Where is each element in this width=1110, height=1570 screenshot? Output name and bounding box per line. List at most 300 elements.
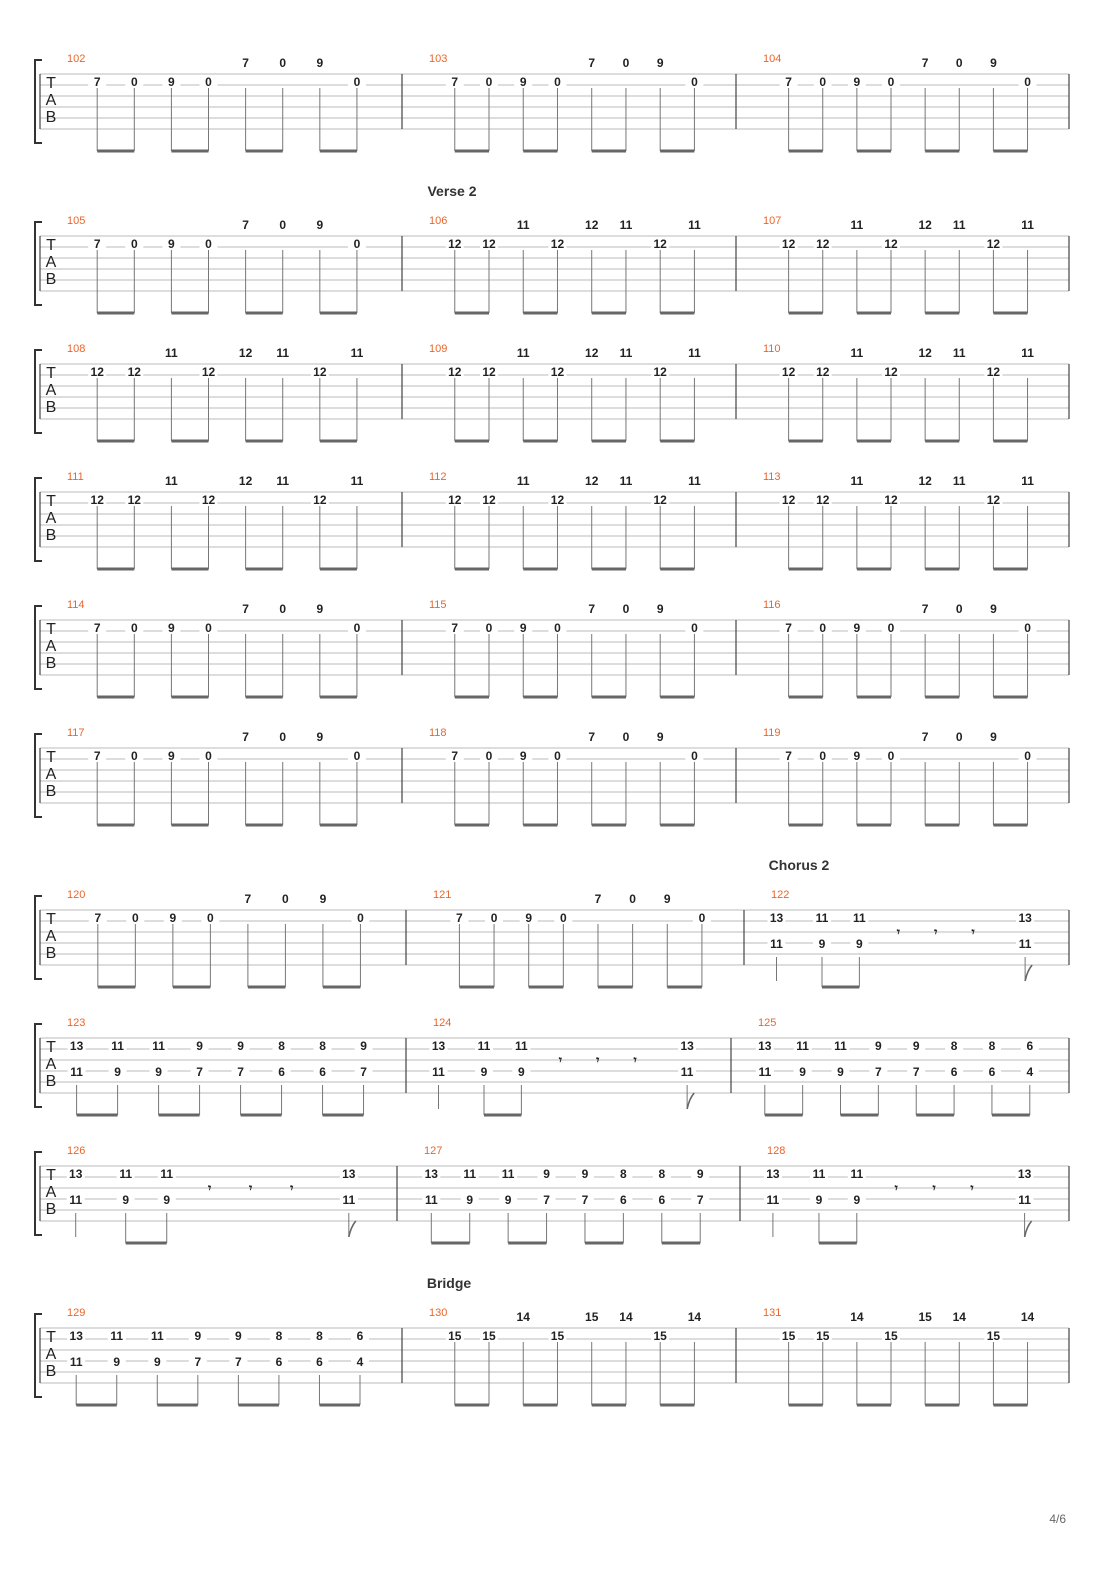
fret-number: 12 (918, 474, 932, 488)
fret-number: 0 (205, 75, 212, 89)
fret-number: 11 (276, 346, 290, 360)
fret-number: 11 (110, 1329, 124, 1343)
fret-number: 7 (588, 602, 596, 616)
tab-clef-letter: A (45, 1184, 57, 1201)
bar-number: 111 (67, 471, 84, 483)
fret-number: 0 (353, 237, 361, 251)
fret-number: 11 (812, 1167, 826, 1181)
fret-number: 11 (850, 218, 864, 232)
fret-number: 7 (93, 749, 101, 763)
bar-number: 107 (763, 215, 782, 227)
fret-number: 9 (656, 56, 664, 70)
fret-number: 7 (242, 56, 249, 70)
fret-number: 11 (688, 474, 701, 488)
note-flag (1025, 1221, 1032, 1237)
fret-number: 9 (990, 730, 997, 744)
fret-number: 7 (588, 730, 596, 744)
fret-number: 13 (69, 1329, 83, 1343)
fret-number: 6 (278, 1065, 285, 1079)
fret-number: 0 (207, 911, 214, 925)
eighth-rest: 𝄾 (633, 1053, 637, 1067)
fret-number: 9 (853, 621, 861, 635)
fret-number: 11 (952, 346, 966, 360)
fret-number: 11 (432, 1065, 445, 1079)
note-flag (687, 1093, 694, 1109)
fret-number: 0 (485, 749, 493, 763)
tab-clef-letter: A (45, 254, 57, 271)
fret-number: 9 (818, 937, 826, 951)
fret-number: 11 (850, 346, 864, 360)
fret-number: 7 (588, 56, 596, 70)
fret-number: 12 (585, 346, 599, 360)
fret-number: 0 (622, 602, 630, 616)
fret-number: 11 (69, 1193, 83, 1207)
tab-clef-letter: B (45, 1073, 57, 1090)
fret-number: 12 (816, 365, 830, 379)
fret-number: 15 (884, 1329, 898, 1343)
fret-number: 0 (955, 730, 963, 744)
bar-number: 102 (67, 53, 86, 65)
fret-number: 0 (691, 621, 698, 635)
fret-number: 0 (485, 75, 493, 89)
bar-number: 115 (429, 599, 447, 611)
page-number: 4/6 (1049, 1512, 1066, 1526)
fret-number: 0 (205, 749, 212, 763)
fret-number: 11 (516, 218, 530, 232)
fret-number: 12 (238, 346, 253, 360)
fret-number: 14 (1020, 1310, 1035, 1324)
fret-number: 12 (313, 365, 327, 379)
fret-number: 0 (887, 749, 895, 763)
fret-number: 11 (1018, 937, 1032, 951)
fret-number: 13 (69, 1039, 84, 1053)
tab-clef-letter: B (45, 945, 57, 962)
bar-number: 126 (67, 1145, 86, 1157)
fret-number: 9 (168, 237, 175, 251)
fret-number: 13 (769, 911, 784, 925)
fret-number: 9 (696, 1167, 704, 1181)
fret-number: 11 (680, 1065, 694, 1079)
fret-number: 13 (1017, 1167, 1032, 1181)
fret-number: 9 (837, 1065, 844, 1079)
fret-number: 7 (451, 749, 459, 763)
fret-number: 9 (169, 911, 177, 925)
fret-number: 8 (278, 1039, 285, 1053)
fret-number: 11 (160, 1167, 174, 1181)
fret-number: 13 (424, 1167, 438, 1181)
fret-number: 7 (244, 892, 252, 906)
fret-number: 11 (834, 1039, 847, 1053)
fret-number: 11 (165, 346, 178, 360)
tab-clef-letter: A (45, 1056, 57, 1073)
fret-number: 9 (990, 56, 997, 70)
fret-number: 0 (205, 237, 212, 251)
fret-number: 7 (581, 1193, 589, 1207)
fret-number: 9 (815, 1193, 823, 1207)
fret-number: 15 (585, 1310, 599, 1324)
fret-number: 6 (356, 1329, 364, 1343)
fret-number: 9 (168, 75, 175, 89)
fret-number: 0 (485, 621, 493, 635)
fret-number: 7 (242, 730, 249, 744)
fret-number: 0 (490, 911, 498, 925)
fret-number: 7 (921, 730, 929, 744)
bar-number: 131 (763, 1307, 782, 1319)
tab-clef-letter: B (45, 399, 57, 416)
bar-number: 108 (67, 343, 86, 355)
system-bracket (35, 896, 42, 979)
bar-number: 103 (429, 53, 448, 65)
tab-clef-letter: T (46, 365, 56, 382)
fret-number: 7 (93, 237, 101, 251)
fret-number: 9 (853, 749, 861, 763)
fret-number: 11 (477, 1039, 491, 1053)
fret-number: 9 (316, 602, 324, 616)
fret-number: 11 (758, 1065, 772, 1079)
tab-clef-letter: A (45, 928, 57, 945)
section-label: Chorus 2 (768, 857, 830, 873)
fret-number: 9 (113, 1355, 121, 1369)
fret-number: 12 (482, 237, 496, 251)
fret-number: 9 (360, 1039, 367, 1053)
fret-number: 14 (850, 1310, 864, 1324)
fret-number: 6 (620, 1193, 627, 1207)
fret-number: 12 (986, 365, 1001, 379)
fret-number: 7 (451, 75, 459, 89)
section-label: Verse 2 (427, 183, 477, 199)
fret-number: 11 (815, 911, 829, 925)
fret-number: 15 (986, 1329, 1001, 1343)
fret-number: 0 (819, 621, 827, 635)
tab-clef-letter: B (45, 527, 57, 544)
fret-number: 12 (90, 493, 104, 507)
fret-number: 9 (316, 56, 324, 70)
system-bracket (35, 1314, 42, 1397)
eighth-rest: 𝄾 (290, 1181, 294, 1195)
fret-number: 15 (918, 1310, 932, 1324)
fret-number: 6 (950, 1065, 958, 1079)
fret-number: 13 (680, 1039, 694, 1053)
tab-clef-letter: T (46, 911, 56, 928)
fret-number: 9 (856, 937, 863, 951)
fret-number: 0 (205, 621, 212, 635)
fret-number: 11 (766, 1193, 780, 1207)
fret-number: 14 (952, 1310, 966, 1324)
tab-clef-letter: T (46, 749, 56, 766)
fret-number: 12 (550, 493, 565, 507)
fret-number: 9 (194, 1329, 202, 1343)
fret-number: 6 (658, 1193, 666, 1207)
tab-clef-letter: A (45, 1346, 57, 1363)
fret-number: 12 (986, 237, 1001, 251)
eighth-rest: 𝄾 (596, 1053, 600, 1067)
bar-number: 109 (429, 343, 448, 355)
eighth-rest: 𝄾 (207, 1181, 212, 1195)
bar-number: 110 (763, 343, 781, 355)
fret-number: 12 (781, 237, 796, 251)
fret-number: 13 (766, 1167, 780, 1181)
tab-clef-letter: B (45, 1363, 57, 1380)
fret-number: 12 (448, 237, 462, 251)
fret-number: 0 (1024, 75, 1031, 89)
note-flag (349, 1221, 356, 1237)
bar-number: 104 (763, 53, 782, 65)
fret-number: 6 (319, 1065, 326, 1079)
fret-number: 11 (619, 474, 633, 488)
fret-number: 12 (781, 365, 796, 379)
system-bracket (35, 1152, 42, 1235)
fret-number: 11 (70, 1065, 83, 1079)
bar-number: 127 (424, 1145, 443, 1157)
fret-number: 12 (884, 237, 898, 251)
bar-number: 113 (763, 471, 781, 483)
fret-number: 6 (275, 1355, 283, 1369)
fret-number: 0 (1024, 749, 1031, 763)
fret-number: 7 (696, 1193, 704, 1207)
fret-number: 11 (342, 1193, 356, 1207)
bar-number: 124 (433, 1017, 452, 1029)
fret-number: 14 (619, 1310, 633, 1324)
fret-number: 12 (816, 493, 830, 507)
fret-number: 9 (875, 1039, 882, 1053)
bar-number: 129 (67, 1307, 86, 1319)
fret-number: 0 (554, 749, 561, 763)
fret-number: 8 (316, 1329, 323, 1343)
fret-number: 0 (955, 602, 963, 616)
fret-number: 15 (448, 1329, 462, 1343)
fret-number: 12 (816, 237, 830, 251)
fret-number: 8 (620, 1167, 627, 1181)
fret-number: 12 (448, 365, 462, 379)
fret-number: 11 (276, 474, 290, 488)
fret-number: 12 (127, 493, 141, 507)
fret-number: 11 (350, 346, 364, 360)
bar-number: 112 (429, 471, 447, 483)
fret-number: 9 (155, 1065, 162, 1079)
fret-number: 14 (687, 1310, 702, 1324)
tab-clef-letter: B (45, 783, 57, 800)
tab-clef-letter: B (45, 109, 57, 126)
fret-number: 15 (653, 1329, 667, 1343)
eighth-rest: 𝄾 (896, 925, 900, 939)
fret-number: 12 (201, 493, 216, 507)
tab-clef-letter: T (46, 1167, 56, 1184)
fret-number: 0 (131, 911, 139, 925)
fret-number: 0 (819, 749, 827, 763)
fret-number: 7 (451, 621, 459, 635)
fret-number: 0 (622, 730, 630, 744)
fret-number: 0 (698, 911, 706, 925)
fret-number: 0 (357, 911, 364, 925)
fret-number: 0 (691, 75, 698, 89)
fret-number: 13 (431, 1039, 446, 1053)
fret-number: 0 (1024, 621, 1031, 635)
bar-number: 119 (763, 727, 781, 739)
fret-number: 12 (653, 365, 667, 379)
tab-clef-letter: A (45, 92, 57, 109)
bar-number: 123 (67, 1017, 86, 1029)
fret-number: 7 (196, 1065, 203, 1079)
fret-number: 15 (781, 1329, 796, 1343)
fret-number: 11 (111, 1039, 124, 1053)
fret-number: 11 (424, 1193, 438, 1207)
fret-number: 7 (875, 1065, 882, 1079)
fret-number: 9 (237, 1039, 244, 1053)
bar-number: 114 (67, 599, 85, 611)
eighth-rest: 𝄾 (249, 1181, 253, 1195)
eighth-rest: 𝄾 (971, 925, 975, 939)
bar-number: 128 (767, 1145, 786, 1157)
fret-number: 8 (658, 1167, 666, 1181)
fret-number: 9 (122, 1193, 130, 1207)
fret-number: 0 (691, 749, 698, 763)
tab-clef-letter: T (46, 1329, 56, 1346)
tab-clef-letter: A (45, 638, 57, 655)
fret-number: 12 (585, 218, 599, 232)
fret-number: 0 (353, 749, 361, 763)
fret-number: 7 (242, 218, 249, 232)
fret-number: 0 (629, 892, 636, 906)
tab-clef-letter: T (46, 237, 56, 254)
fret-number: 15 (482, 1329, 496, 1343)
fret-number: 9 (663, 892, 671, 906)
fret-number: 11 (150, 1329, 164, 1343)
fret-number: 12 (781, 493, 796, 507)
fret-number: 11 (952, 218, 966, 232)
fret-number: 0 (279, 218, 287, 232)
tab-clef-letter: T (46, 493, 56, 510)
fret-number: 8 (988, 1039, 996, 1053)
system-bracket (35, 606, 42, 689)
fret-number: 9 (543, 1167, 550, 1181)
fret-number: 12 (884, 365, 898, 379)
bar-number: 121 (433, 889, 452, 901)
fret-number: 7 (360, 1065, 367, 1079)
fret-number: 7 (237, 1065, 244, 1079)
fret-number: 0 (353, 621, 361, 635)
fret-number: 0 (279, 602, 287, 616)
system-bracket (35, 1024, 42, 1107)
fret-number: 7 (242, 602, 249, 616)
fret-number: 8 (275, 1329, 283, 1343)
eighth-rest: 𝄾 (934, 925, 938, 939)
bar-number: 105 (67, 215, 86, 227)
fret-number: 0 (887, 621, 895, 635)
bar-number: 125 (758, 1017, 777, 1029)
fret-number: 0 (353, 75, 361, 89)
fret-number: 11 (619, 218, 633, 232)
fret-number: 11 (1018, 1193, 1031, 1207)
eighth-rest: 𝄾 (558, 1053, 562, 1067)
fret-number: 0 (554, 621, 561, 635)
fret-number: 12 (918, 346, 932, 360)
fret-number: 9 (799, 1065, 806, 1079)
fret-number: 9 (519, 621, 527, 635)
fret-number: 12 (653, 237, 667, 251)
fret-number: 11 (850, 1167, 864, 1181)
tab-clef-letter: T (46, 621, 56, 638)
fret-number: 7 (543, 1193, 550, 1207)
system-bracket (35, 222, 42, 305)
fret-number: 4 (1026, 1065, 1034, 1079)
fret-number: 9 (853, 1193, 861, 1207)
fret-number: 12 (986, 493, 1001, 507)
fret-number: 11 (688, 218, 701, 232)
fret-number: 11 (516, 346, 530, 360)
fret-number: 9 (235, 1329, 242, 1343)
eighth-rest: 𝄾 (932, 1181, 936, 1195)
fret-number: 9 (480, 1065, 488, 1079)
fret-number: 11 (516, 474, 530, 488)
fret-number: 9 (519, 75, 527, 89)
fret-number: 11 (69, 1355, 83, 1369)
fret-number: 7 (921, 602, 929, 616)
fret-number: 7 (912, 1065, 920, 1079)
fret-number: 7 (93, 75, 101, 89)
tab-clef-letter: B (45, 271, 57, 288)
fret-number: 9 (168, 749, 175, 763)
fret-number: 9 (525, 911, 533, 925)
fret-number: 0 (130, 621, 138, 635)
tab-clef-letter: A (45, 766, 57, 783)
fret-number: 8 (319, 1039, 326, 1053)
eighth-rest: 𝄾 (970, 1181, 974, 1195)
fret-number: 0 (819, 75, 827, 89)
fret-number: 12 (550, 237, 565, 251)
tab-clef-letter: B (45, 655, 57, 672)
fret-number: 13 (758, 1039, 772, 1053)
fret-number: 11 (152, 1039, 165, 1053)
fret-number: 11 (501, 1167, 515, 1181)
fret-number: 11 (165, 474, 178, 488)
fret-number: 12 (653, 493, 667, 507)
bar-number: 117 (67, 727, 85, 739)
fret-number: 7 (235, 1355, 242, 1369)
fret-number: 9 (990, 602, 997, 616)
fret-number: 9 (316, 730, 324, 744)
fret-number: 11 (688, 346, 701, 360)
tab-clef-letter: B (45, 1201, 57, 1218)
fret-number: 0 (279, 56, 287, 70)
fret-number: 11 (853, 911, 866, 925)
fret-number: 15 (816, 1329, 830, 1343)
tab-clef-letter: T (46, 1039, 56, 1056)
fret-number: 0 (279, 730, 287, 744)
system-bracket (35, 734, 42, 817)
system-bracket (35, 350, 42, 433)
fret-number: 7 (785, 75, 792, 89)
fret-number: 0 (554, 75, 561, 89)
bar-number: 116 (763, 599, 781, 611)
fret-number: 9 (319, 892, 327, 906)
fret-number: 11 (515, 1039, 528, 1053)
fret-number: 9 (316, 218, 324, 232)
fret-number: 7 (456, 911, 463, 925)
bar-number: 122 (771, 889, 790, 901)
fret-number: 13 (1018, 911, 1032, 925)
fret-number: 11 (770, 937, 783, 951)
fret-number: 0 (130, 749, 138, 763)
fret-number: 9 (466, 1193, 474, 1207)
fret-number: 8 (950, 1039, 958, 1053)
fret-number: 13 (342, 1167, 356, 1181)
fret-number: 7 (785, 749, 792, 763)
fret-number: 9 (153, 1355, 161, 1369)
fret-number: 12 (313, 493, 327, 507)
fret-number: 0 (559, 911, 567, 925)
fret-number: 7 (921, 56, 929, 70)
fret-number: 6 (988, 1065, 996, 1079)
